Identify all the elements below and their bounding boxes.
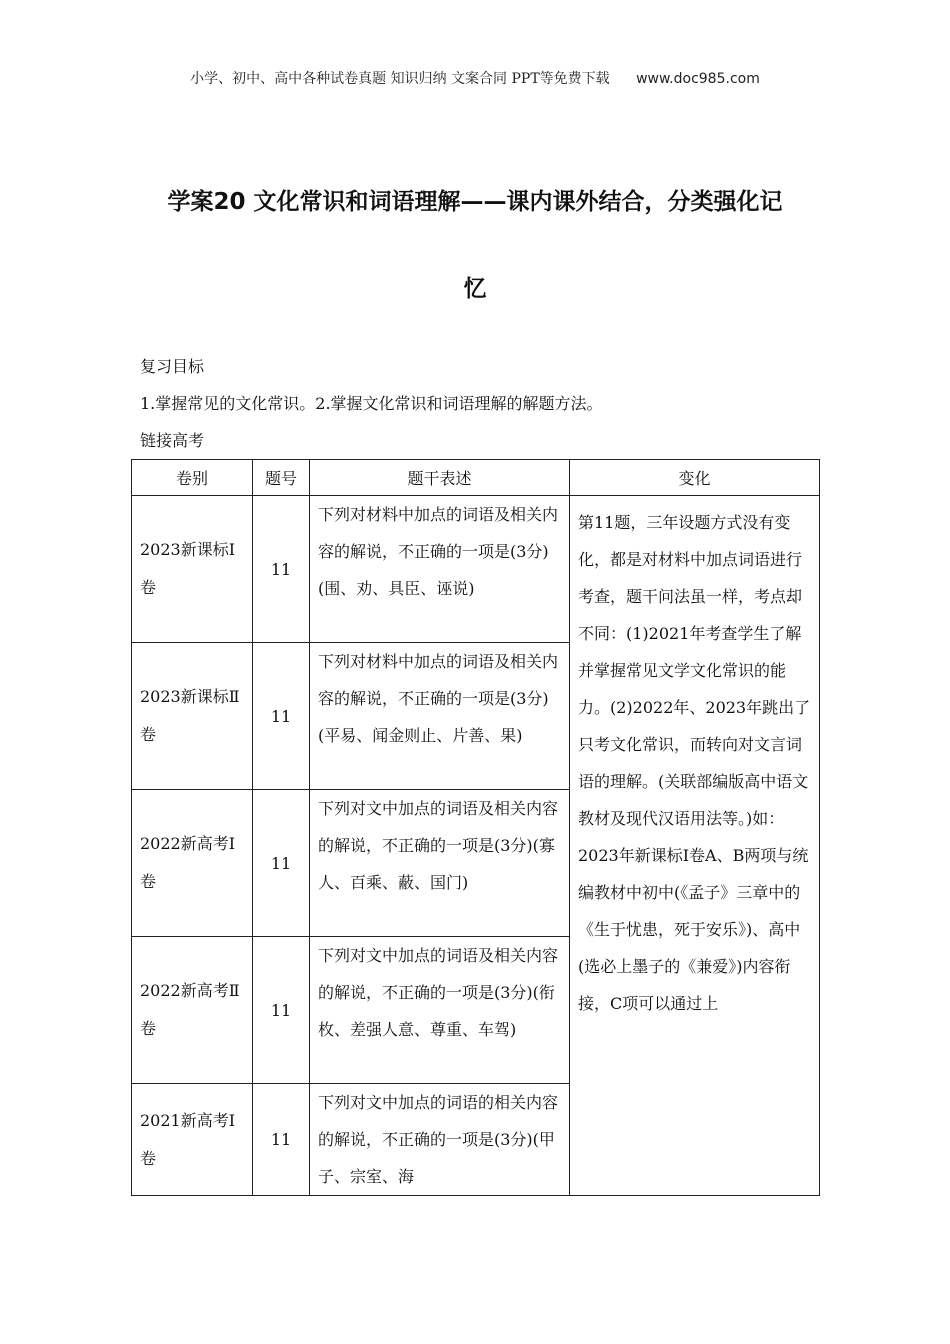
- table-header-row: [132, 460, 820, 496]
- cell-volume: 2023新课标Ⅱ卷: [132, 643, 253, 790]
- header-volume: 卷别: [132, 460, 253, 496]
- cell-number: 11: [253, 643, 310, 790]
- cell-change: 第11题，三年设题方式没有变化，都是对材料中加点词语进行考查，题干问法虽一样，考点却不同：(1)2021年考查学生了解并掌握常见文学文化常识的能力。(2)2022年、2023年跳出了只考文化常识，而转向对文言词语的理解。(关联部编版高中语文教材及现代汉语用法等。)如：2023年新课标Ⅰ卷A、B两项与统编教材中初中(《孟子》三章中的《生于忧患，死于安乐》)、高中(选必上墨子的《兼爱》)内容衔接，C项可以通过上: [570, 496, 820, 1196]
- cell-number: 11: [253, 937, 310, 1084]
- cell-number: 11: [253, 496, 310, 643]
- page-header: [0, 68, 950, 88]
- table-row: [132, 496, 820, 643]
- goals-text: 1.掌握常见的文化常识。2.掌握文化常识和词语理解的解题方法。: [140, 394, 603, 413]
- cell-stem: 下列对材料中加点的词语及相关内容的解说，不正确的一项是(3分)(围、劝、具臣、诬说): [310, 496, 570, 643]
- header-text: 小学、初中、高中各种试卷真题 知识归纳 文案合同 PPT等免费下载: [190, 71, 610, 87]
- cell-volume: 2022新高考Ⅰ卷: [132, 790, 253, 937]
- cell-stem: 下列对材料中加点的词语及相关内容的解说，不正确的一项是(3分)(平易、闻金则止、片善、果): [310, 643, 570, 790]
- cell-volume: 2023新课标Ⅰ卷: [132, 496, 253, 643]
- exam-table: [131, 459, 820, 1196]
- section-link-exam: 链接高考: [140, 431, 205, 450]
- header-stem: 题干表述: [310, 460, 570, 496]
- document-title-line2: 忆: [463, 276, 487, 302]
- header-change: 变化: [570, 460, 820, 496]
- header-number: 题号: [253, 460, 310, 496]
- cell-number: 11: [253, 790, 310, 937]
- cell-number: 11: [253, 1084, 310, 1196]
- cell-stem: 下列对文中加点的词语的相关内容的解说，不正确的一项是(3分)(甲子、宗室、海: [310, 1084, 570, 1196]
- section-review-goals: 复习目标: [140, 357, 205, 376]
- document-title-line1: 学案20 文化常识和词语理解——课内课外结合，分类强化记: [167, 189, 783, 215]
- cell-stem: 下列对文中加点的词语及相关内容的解说，不正确的一项是(3分)(寡人、百乘、蔽、国门): [310, 790, 570, 937]
- cell-volume: 2022新高考Ⅱ卷: [132, 937, 253, 1084]
- header-url[interactable]: www.doc985.com: [636, 71, 760, 87]
- cell-stem: 下列对文中加点的词语及相关内容的解说，不正确的一项是(3分)(衔枚、差强人意、尊重、车驾): [310, 937, 570, 1084]
- cell-volume: 2021新高考Ⅰ卷: [132, 1084, 253, 1196]
